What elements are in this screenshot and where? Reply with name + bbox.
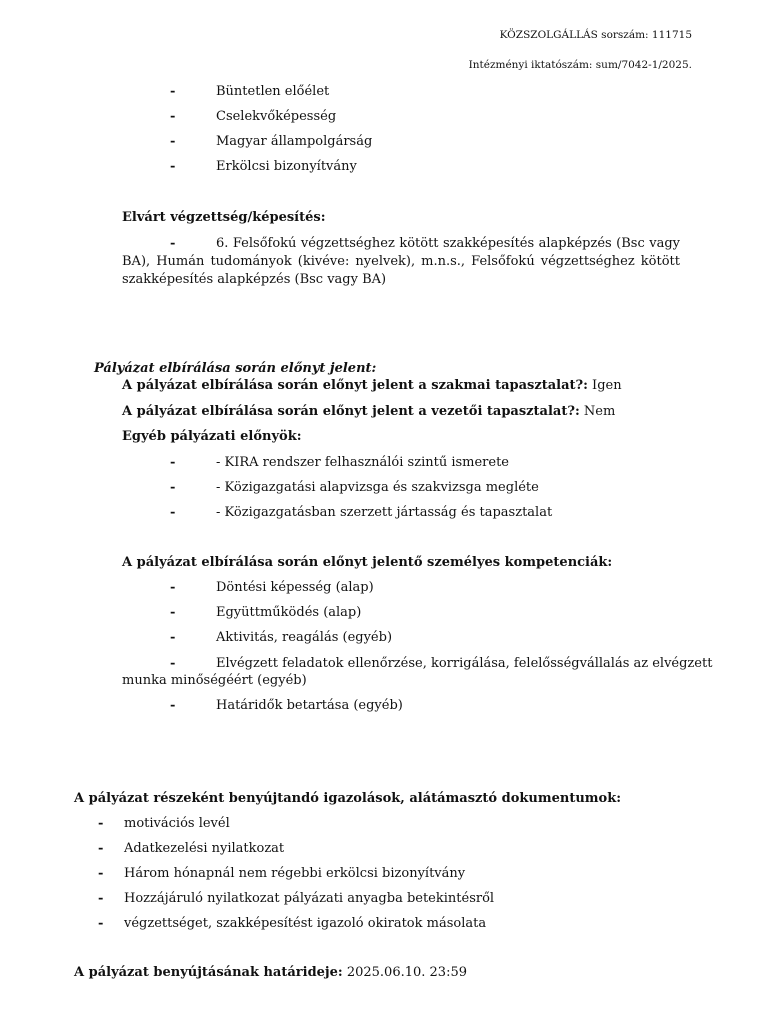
competency-item: Aktivitás, reagálás (egyéb) bbox=[216, 630, 393, 645]
professional-experience-label: A pályázat elbírálása során előnyt jelent a szakmai tapasztalat?: bbox=[122, 378, 588, 393]
bullet: - bbox=[170, 630, 176, 645]
bullet: - bbox=[170, 159, 176, 174]
competency-item: Elvégzett feladatok ellenőrzése, korrigálása, felelősségvállalás az elvégzett bbox=[216, 656, 713, 671]
leadership-experience-label: A pályázat elbírálása során előnyt jelent a vezetői tapasztalat?: bbox=[122, 404, 580, 419]
competency-item: Határidők betartása (egyéb) bbox=[216, 698, 403, 713]
deadline-label: A pályázat benyújtásának határideje: bbox=[74, 965, 343, 980]
other-advantages-heading: Egyéb pályázati előnyök: bbox=[122, 429, 302, 444]
serial-number: KÖZSZOLGÁLLÁS sorszám: 111715 bbox=[499, 29, 692, 41]
document-item: végzettséget, szakképesítést igazoló okiratok másolata bbox=[124, 916, 487, 931]
bullet: - bbox=[170, 84, 176, 99]
bullet: - bbox=[98, 866, 104, 881]
documents-heading: A pályázat részeként benyújtandó igazolások, alátámasztó dokumentumok: bbox=[74, 791, 622, 806]
advantages-heading: Pályázat elbírálása során előnyt jelent: bbox=[94, 361, 377, 376]
bullet: - bbox=[98, 841, 104, 856]
document-item: Három hónapnál nem régebbi erkölcsi bizonyítvány bbox=[124, 866, 466, 881]
requirement-item: Cselekvőképesség bbox=[216, 109, 337, 124]
advantage-item: - Közigazgatásban szerzett jártasság és tapasztalat bbox=[216, 505, 553, 520]
bullet: - bbox=[170, 480, 176, 495]
bullet: - bbox=[170, 455, 176, 470]
bullet: - bbox=[170, 505, 176, 520]
document-item: motivációs levél bbox=[124, 816, 230, 831]
bullet: - bbox=[170, 236, 176, 251]
deadline-value: 2025.06.10. 23:59 bbox=[342, 965, 467, 980]
bullet: - bbox=[170, 134, 176, 149]
professional-experience-value: Igen bbox=[587, 378, 622, 393]
professional-experience-line bbox=[122, 377, 622, 395]
advantage-item: - KIRA rendszer felhasználói szintű ismerete bbox=[216, 455, 510, 470]
bullet: - bbox=[170, 605, 176, 620]
bullet: - bbox=[170, 109, 176, 124]
bullet: - bbox=[98, 891, 104, 906]
leadership-experience-line bbox=[122, 403, 615, 421]
filing-number: Intézményi iktatószám: sum/7042-1/2025. bbox=[468, 59, 692, 71]
education-heading: Elvárt végzettség/képesítés: bbox=[122, 210, 326, 225]
leadership-experience-value: Nem bbox=[579, 404, 616, 419]
deadline-line bbox=[74, 964, 467, 982]
requirement-item: Büntetlen előélet bbox=[216, 84, 330, 99]
requirement-item: Erkölcsi bizonyítvány bbox=[216, 159, 357, 174]
education-text: 6. Felsőfokú végzettséghez kötött szakképesítés alapképzés (Bsc vagy BA), Humán tudományok (kivéve: nyelvek), m.n.s., Felsőfokú végzettséghez kötött szakképesítés alapképzés (Bsc vagy BA) bbox=[122, 236, 680, 287]
competency-item-continuation: munka minőségéért (egyéb) bbox=[122, 673, 307, 688]
bullet: - bbox=[170, 656, 176, 671]
bullet: - bbox=[170, 698, 176, 713]
advantage-item: - Közigazgatási alapvizsga és szakvizsga megléte bbox=[216, 480, 539, 495]
document-item: Hozzájáruló nyilatkozat pályázati anyagba betekintésről bbox=[124, 891, 495, 906]
requirement-item: Magyar állampolgárság bbox=[216, 134, 373, 149]
competencies-heading: A pályázat elbírálása során előnyt jelentő személyes kompetenciák: bbox=[122, 555, 613, 570]
bullet: - bbox=[170, 580, 176, 595]
bullet: - bbox=[98, 916, 104, 931]
document-item: Adatkezelési nyilatkozat bbox=[124, 841, 285, 856]
competency-item: Döntési képesség (alap) bbox=[216, 580, 374, 595]
competency-item: Együttműködés (alap) bbox=[216, 605, 362, 620]
bullet: - bbox=[98, 816, 104, 831]
